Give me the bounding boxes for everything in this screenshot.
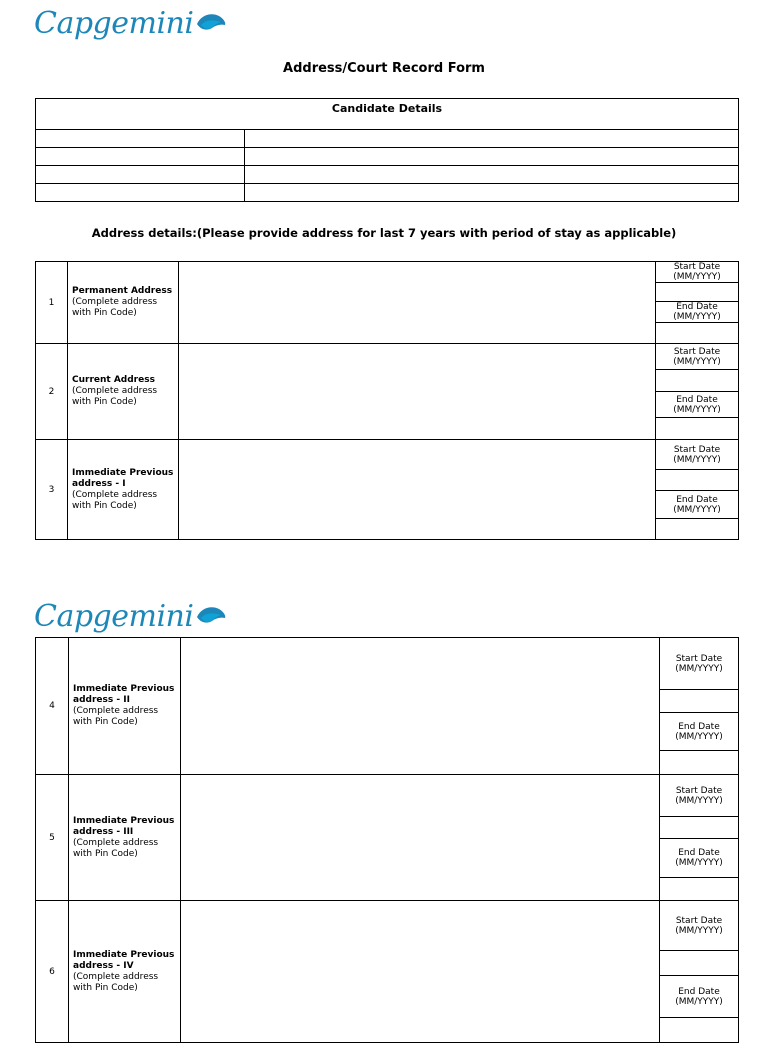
address-table — [35, 261, 739, 540]
address-note: (Complete address with Pin Code) — [73, 971, 159, 993]
start-date-label: Start Date (MM/YYYY) — [656, 262, 739, 283]
candidate-label-cell — [36, 148, 245, 166]
address-label — [68, 440, 179, 540]
capgemini-logo — [34, 6, 227, 41]
end-date-label: End Date (MM/YYYY) — [656, 491, 739, 519]
candidate-label-cell — [36, 184, 245, 202]
candidate-value-cell[interactable] — [245, 166, 739, 184]
address-number: 3 — [36, 440, 68, 540]
candidate-value-cell[interactable] — [245, 184, 739, 202]
candidate-details-table — [35, 98, 739, 202]
start-date-label: Start Date (MM/YYYY) — [656, 440, 739, 470]
candidate-row — [36, 184, 739, 202]
address-title: Immediate Previous address - I — [72, 467, 174, 489]
capgemini-spade-icon — [195, 604, 227, 626]
end-date-input[interactable] — [656, 323, 739, 344]
address-label — [68, 262, 179, 344]
start-date-input[interactable] — [660, 817, 739, 839]
address-title: Immediate Previous address - IV — [73, 949, 175, 971]
start-date-label: Start Date (MM/YYYY) — [660, 901, 739, 951]
address-input[interactable] — [179, 344, 656, 440]
address-title: Current Address — [72, 375, 155, 385]
start-date-label: Start Date (MM/YYYY) — [656, 344, 739, 370]
address-input[interactable] — [181, 775, 660, 901]
end-date-input[interactable] — [656, 418, 739, 440]
address-label — [69, 638, 181, 775]
address-note: (Complete address with Pin Code) — [72, 386, 158, 407]
start-date-input[interactable] — [656, 370, 739, 392]
end-date-label: End Date (MM/YYYY) — [656, 392, 739, 418]
address-input[interactable] — [179, 440, 656, 540]
address-label — [69, 901, 181, 1043]
end-date-label: End Date (MM/YYYY) — [660, 839, 739, 878]
logo-text: Capgemini — [34, 599, 194, 634]
address-input[interactable] — [179, 262, 656, 344]
address-number: 4 — [36, 638, 69, 775]
address-instruction: Address details:(Please provide address for last 7 years with period of stay as applicable) — [91, 226, 677, 240]
capgemini-logo — [34, 599, 227, 634]
candidate-label-cell — [36, 130, 245, 148]
candidate-label-cell — [36, 166, 245, 184]
end-date-input[interactable] — [660, 1018, 739, 1043]
candidate-value-cell[interactable] — [245, 148, 739, 166]
address-note: (Complete address with Pin Code) — [73, 837, 159, 859]
end-date-input[interactable] — [660, 878, 739, 901]
address-title: Immediate Previous address - II — [73, 684, 175, 705]
end-date-label: End Date (MM/YYYY) — [660, 976, 739, 1018]
end-date-label: End Date (MM/YYYY) — [656, 302, 739, 323]
candidate-row — [36, 148, 739, 166]
end-date-input[interactable] — [660, 751, 739, 775]
end-date-label: End Date (MM/YYYY) — [660, 713, 739, 751]
candidate-details-header: Candidate Details — [36, 99, 739, 130]
address-table — [35, 637, 739, 1043]
start-date-input[interactable] — [660, 690, 739, 713]
address-label — [69, 775, 181, 901]
address-note: (Complete address with Pin Code) — [72, 297, 158, 318]
address-note: (Complete address with Pin Code) — [73, 706, 159, 727]
start-date-label: Start Date (MM/YYYY) — [660, 775, 739, 817]
candidate-row — [36, 166, 739, 184]
start-date-input[interactable] — [660, 951, 739, 976]
start-date-label: Start Date (MM/YYYY) — [660, 638, 739, 690]
candidate-row — [36, 130, 739, 148]
address-input[interactable] — [181, 638, 660, 775]
end-date-input[interactable] — [656, 519, 739, 540]
address-number: 2 — [36, 344, 68, 440]
address-number: 5 — [36, 775, 69, 901]
address-input[interactable] — [181, 901, 660, 1043]
address-label — [68, 344, 179, 440]
address-number: 1 — [36, 262, 68, 344]
address-title: Immediate Previous address - III — [73, 815, 175, 837]
address-note: (Complete address with Pin Code) — [72, 489, 158, 511]
capgemini-spade-icon — [195, 11, 227, 33]
form-title: Address/Court Record Form — [283, 61, 485, 76]
candidate-value-cell[interactable] — [245, 130, 739, 148]
start-date-input[interactable] — [656, 283, 739, 302]
logo-text: Capgemini — [34, 6, 194, 41]
address-number: 6 — [36, 901, 69, 1043]
address-title: Permanent Address — [72, 286, 173, 296]
start-date-input[interactable] — [656, 470, 739, 491]
